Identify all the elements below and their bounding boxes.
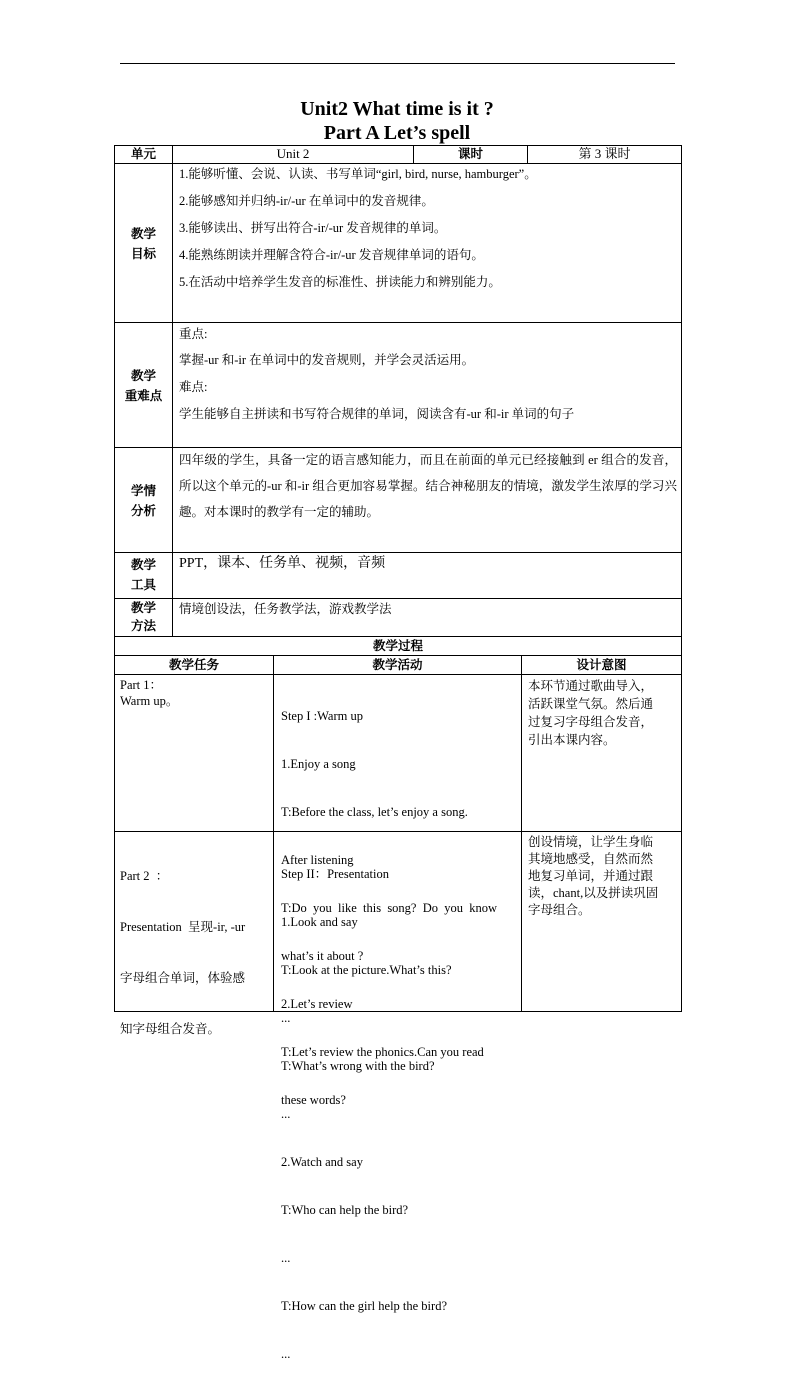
activity-line: ... (281, 1251, 291, 1265)
objective-item: 1.能够听懂、会说、认读、书写单词“girl, bird, nurse, hamburger”。 (179, 167, 537, 181)
methods-text: 情境创设法，任务教学法，游戏教学法 (179, 602, 392, 616)
activity-line: 1.Enjoy a song (281, 757, 356, 771)
objective-item: 2.能够感知并归纳-ir/-ur 在单词中的发音规律。 (179, 194, 434, 208)
activity-line: ... (281, 1347, 291, 1361)
task-line: 字母组合单词，体验感 (120, 971, 246, 985)
objective-item: 3.能够读出、拼写出符合-ir/-ur 发音规律的单词。 (179, 221, 447, 235)
difficult-heading: 难点: (179, 380, 208, 394)
task-line: Warm up。 (120, 694, 179, 708)
header-rule (120, 63, 675, 64)
design-line: 读，chant,以及拼读巩固 (528, 886, 659, 900)
activity-line: these words? (281, 1093, 346, 1107)
methods-label-line2: 方法 (130, 618, 156, 633)
activity-line: T:Do you like this song? Do you know (281, 901, 498, 915)
task-line: Part 1： (120, 678, 163, 692)
process-row-2-task (120, 834, 272, 1055)
activity-line: Step I :Warm up (281, 709, 363, 723)
design-line: 创设情境，让学生身临 (528, 835, 654, 849)
design-line: 地复习单词，并通过跟 (528, 869, 654, 883)
document-subtitle: Part A Let’s spell (323, 122, 471, 144)
objectives-label (115, 224, 172, 264)
process-col-design: 设计意图 (576, 657, 627, 672)
period-value: 第 3 课时 (578, 146, 631, 161)
activity-line: T:Let’s review the phonics.Can you read (281, 1045, 484, 1059)
tools-label (115, 555, 172, 595)
process-heading: 教学过程 (372, 638, 423, 653)
process-row-2-design (528, 834, 678, 919)
activity-line: ... (281, 1107, 291, 1121)
objective-item: 4.能熟练朗读并理解含符合-ir/-ur 发音规律单词的语句。 (179, 248, 484, 262)
objective-item: 5.在活动中培养学生发音的标准性、拼读能力和辨别能力。 (179, 275, 501, 289)
process-col-task: 教学任务 (168, 657, 219, 672)
design-line: 活跃课堂气氛。然后通 (528, 697, 654, 711)
objectives-label-line2: 目标 (130, 246, 156, 261)
keypoints-label-line1: 教学 (130, 368, 156, 383)
process-row-1-task (120, 677, 270, 709)
analysis-label-line1: 学情 (130, 483, 156, 498)
objectives-label-line1: 教学 (130, 226, 156, 241)
activity-line: 2.Watch and say (281, 1155, 363, 1169)
process-col-activity: 教学活动 (372, 657, 423, 672)
key-heading: 重点: (179, 327, 208, 341)
document-title: Unit2 What time is it ? (300, 98, 494, 120)
tools-text: PPT，课本、任务单、视频，音频 (179, 556, 386, 571)
unit-label: 单元 (130, 146, 156, 161)
activity-line: After listening (281, 853, 354, 867)
methods-label (115, 599, 172, 635)
design-line: 字母组合。 (528, 903, 591, 917)
activity-line: T:How can the girl help the bird? (281, 1299, 447, 1313)
task-line: Part 2 ： (120, 869, 169, 883)
activity-line: T:Before the class, let’s enjoy a song. (281, 805, 468, 819)
keypoints-label-line2: 重难点 (124, 388, 163, 403)
activity-line: what’s it about ? (281, 949, 364, 963)
key-text: 掌握-ur 和-ir 在单词中的发音规则，并学会灵活运用。 (179, 353, 475, 367)
activity-line: 1.Look and say (281, 915, 358, 929)
design-line: 过复习字母组合发音， (528, 715, 654, 729)
difficult-text: 学生能够自主拼读和书写符合规律的单词，阅读含有-ur 和-ir 单词的句子 (179, 407, 575, 421)
activity-line: T:What’s wrong with the bird? (281, 1059, 435, 1073)
process-row-2-activity (281, 834, 517, 1378)
tools-label-line2: 工具 (130, 577, 156, 592)
activity-line: T:Look at the picture.What’s this? (281, 963, 452, 977)
process-row-1-design (528, 677, 678, 749)
activity-line: 2.Let’s review (281, 997, 353, 1011)
task-line: Presentation 呈现-ir, -ur (120, 920, 246, 934)
keypoints-label (115, 366, 172, 406)
analysis-text: 四年级的学生，具备一定的语言感知能力，而且在前面的单元已经接触到 er 组合的发音，所以这个单元的-ur 和-ir 组合更加容易掌握。结合神秘朋友的情境，激发学生浓厚的学习兴趣。对本课时的教学有一定的辅助。 (179, 453, 677, 519)
activity-line: ... (281, 1011, 291, 1025)
design-line: 其境地感受，自然而然 (528, 852, 654, 866)
analysis-label (115, 481, 172, 521)
design-line: 本环节通过歌曲导入， (528, 679, 654, 693)
tools-label-line1: 教学 (130, 557, 156, 572)
task-line: 知字母组合发音。 (120, 1022, 221, 1036)
analysis-label-line2: 分析 (130, 503, 156, 518)
design-line: 引出本课内容。 (528, 733, 616, 747)
activity-line: Step II：Presentation (281, 867, 389, 881)
activity-line: T:Who can help the bird? (281, 1203, 409, 1217)
unit-value: Unit 2 (276, 146, 310, 161)
methods-label-line1: 教学 (130, 600, 156, 615)
period-label: 课时 (457, 146, 483, 161)
